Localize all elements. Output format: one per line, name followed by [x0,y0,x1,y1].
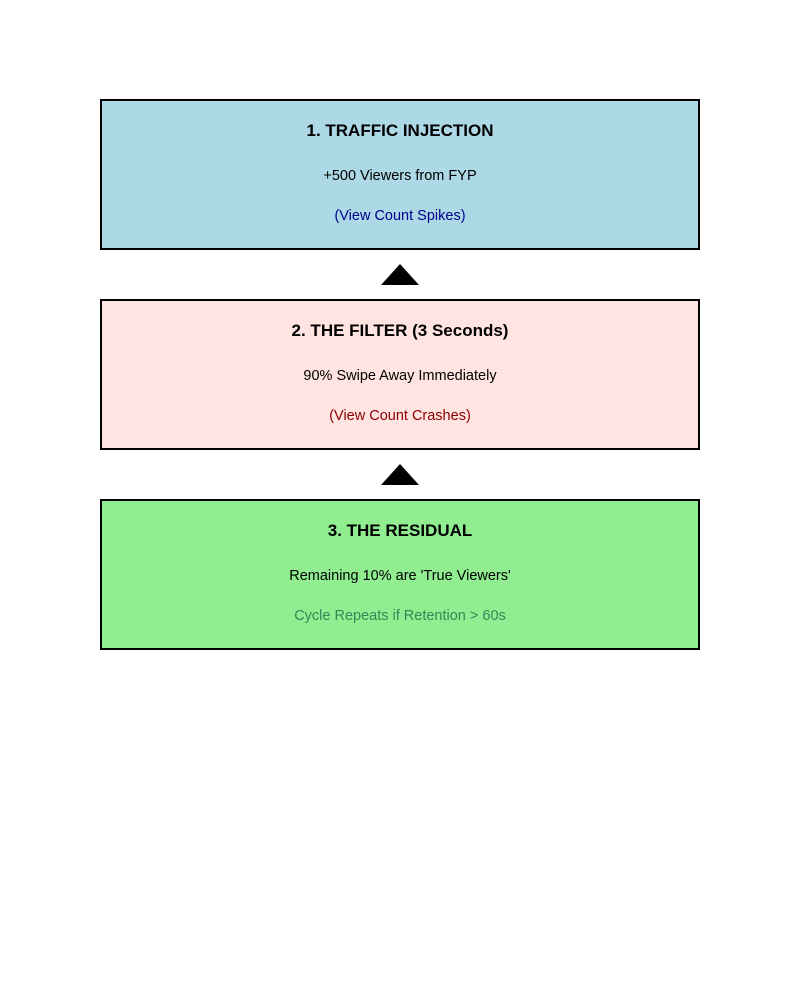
up-arrow-icon [381,464,419,485]
stage-title: 3. THE RESIDUAL [327,521,473,540]
arrow-gap [381,450,419,499]
stage-box-traffic-injection [100,99,700,250]
stage-box-residual [100,499,700,650]
up-arrow-icon [381,264,419,285]
stage-box-filter [100,299,700,450]
stage-description: 90% Swipe Away Immediately [303,368,497,384]
stage-title: 2. THE FILTER (3 Seconds) [291,321,509,340]
funnel-flow-diagram [100,0,700,650]
stage-note: Cycle Repeats if Retention > 60s [294,608,506,624]
stage-description: +500 Viewers from FYP [323,168,477,184]
arrow-gap [381,250,419,299]
stage-note: (View Count Spikes) [334,208,466,224]
stage-note: (View Count Crashes) [329,408,471,424]
stage-title: 1. TRAFFIC INJECTION [306,121,494,140]
stage-description: Remaining 10% are 'True Viewers' [289,568,511,584]
